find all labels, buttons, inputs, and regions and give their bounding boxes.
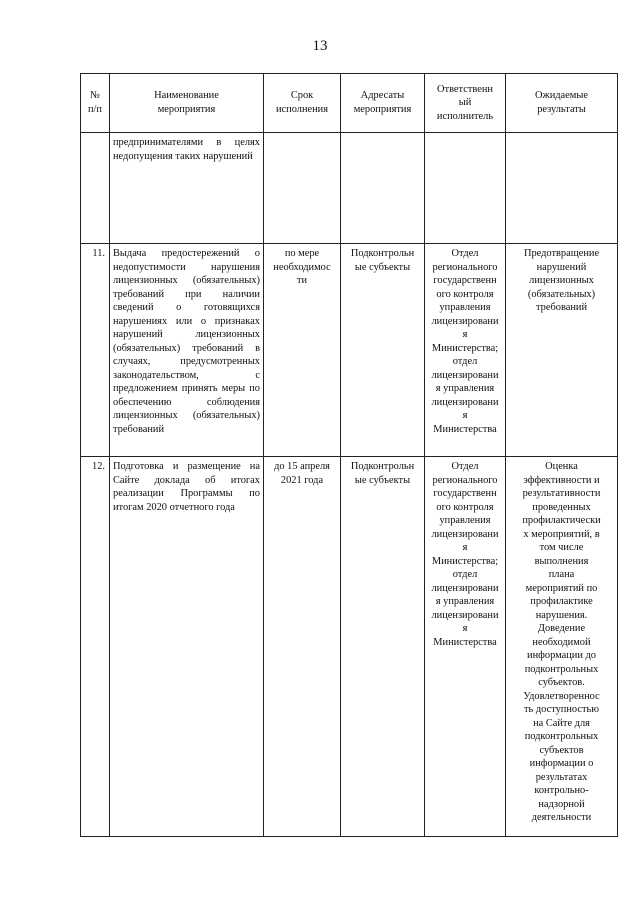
cell-text-line: я управления [435,383,495,395]
cell-text-line: управления [439,515,491,527]
cell-text-line: проведенных [532,501,591,513]
addressees-cell [341,244,425,457]
cell-text-line: ти [296,275,308,287]
header-cell [341,74,425,133]
cell-text-line: управления [439,302,491,314]
responsible-cell [425,244,506,457]
header-label-line: Ожидаемые [535,90,588,102]
row-number [81,133,110,244]
deadline-cell [264,133,341,244]
cell-text-line: субъектов. [538,677,585,689]
cell-text-line: Отдел [451,248,479,259]
addressees-cell [341,133,425,244]
cell-text-line: Министерства; [431,555,499,567]
cell-text-line: ого контроля [436,501,494,513]
header-cell [81,74,110,133]
cell-text-line: подконтрольных [524,731,599,743]
cell-text-line: регионального [432,474,498,486]
cell-text-line: плана [548,569,575,581]
cell-text-line: ые субъекты [354,474,411,486]
cell-text-line: лицензировани [431,396,499,408]
header-cell [425,74,506,133]
cell-text-line: контрольно- [534,785,589,797]
cell-text-line: отдел [452,569,478,581]
header-label-line: мероприятия [157,104,216,115]
cell-text-line: необходимой [532,636,591,648]
cell-text-line: профилактически [522,515,601,527]
cell-text-line: подконтрольных [524,663,599,675]
cell-text-line: Подконтрольн [350,248,415,259]
event-name: предпринимателями в целях недопущения таких нарушений [110,133,264,244]
header-label-line: Наименование [154,90,219,102]
cell-text-line: субъектов [539,744,584,756]
deadline-cell [264,244,341,457]
cell-text-line: Подконтрольн [350,461,415,472]
cell-text-line: отдел [452,356,478,368]
table-header-row [81,74,618,133]
cell-text-line: лицензировани [431,369,499,381]
cell-text-line: Доведение [537,623,586,635]
responsible-cell [425,457,506,837]
cell-text-line: мероприятий по [525,582,598,594]
event-name: Выдача предостережений о недопустимости нарушения лицензионных (обязательных) требований при наличии сведений о готовящихся нарушениях или о признаках нарушений лицензионных (обязательных) требований в случаях, предусмотренных законодательством, с предложением принять меры по обеспечению соблюдения лицензионных (обязательных) требований [110,244,264,457]
cell-text-line: до 15 апреля [274,461,330,472]
cell-text-line: требований [535,302,588,314]
cell-text-line: Отдел [451,461,479,472]
cell-text-line: необходимос [273,261,331,273]
cell-text-line: Министерства [433,636,497,648]
cell-text-line: лицензировани [431,528,499,540]
cell-text-line: результативности [522,488,601,500]
cell-text-line: я управления [435,596,495,608]
cell-text-line: деятельности [531,812,592,824]
header-label-line: ый [458,97,472,109]
page-number: 13 [312,38,328,54]
header-label-line: исполнитель [436,110,494,122]
cell-text-line: нарушений [536,261,587,273]
header-label-line: исполнения [275,104,329,115]
header-label-line: Срок [290,90,314,102]
cell-text-line: лицензировани [431,609,499,621]
cell-text-line: на Сайте для [533,717,590,729]
addressees-cell [341,457,425,837]
cell-text-line: я [462,623,468,635]
header-cell [110,74,264,133]
cell-text-line: (обязательных) [527,288,596,300]
cell-text-line: эффективности и [523,474,600,486]
cell-text-line: профилактике [530,596,593,608]
cell-text-line: лицензировани [431,315,499,327]
cell-text-line: ого контроля [436,288,494,300]
cell-text-line: лицензионных [529,275,594,287]
row-number: 11. [81,244,110,457]
deadline-cell [264,457,341,837]
results-cell [506,457,618,837]
cell-text-line: информации до [527,650,596,662]
cell-text-line: ые субъекты [354,261,411,273]
cell-text-line: Министерства; [431,342,499,354]
cell-text-line: я [462,410,468,422]
header-label-line: мероприятия [353,104,412,115]
header-label-line: п/п [87,104,102,115]
header-label-line: № [90,90,100,102]
header-label-line: Адресаты [360,90,405,102]
cell-text-line: х мероприятий, в [523,528,600,540]
results-cell [506,244,618,457]
responsible-cell [425,133,506,244]
cell-text-line: государственн [433,488,497,500]
header-cell [264,74,341,133]
cell-text-line: я [462,542,468,554]
cell-text-line: я [462,329,468,341]
table-row [81,244,618,457]
header-cell [506,74,618,133]
events-table [80,73,618,837]
table-row [81,133,618,244]
results-cell [506,133,618,244]
cell-text-line: Предотвращение [523,248,600,259]
cell-text-line: результатах [535,771,588,783]
cell-text-line: ть доступностью [523,704,600,716]
cell-text-line: надзорной [538,798,585,810]
cell-text-line: Министерства [433,423,497,435]
cell-text-line: Оценка [545,461,578,472]
cell-text-line: информации о [529,758,594,770]
cell-text-line: Удовлетвореннос [523,690,600,702]
cell-text-line: том числе [539,542,584,554]
header-label-line: результаты [537,104,586,115]
cell-text-line: государственн [433,275,497,287]
table-row [81,457,618,837]
cell-text-line: по мере [284,248,320,259]
cell-text-line: регионального [432,261,498,273]
event-name: Подготовка и размещение на Сайте доклада об итогах реализации Программы по итогам 2020 отчетного года [110,457,264,837]
cell-text-line: лицензировани [431,582,499,594]
row-number: 12. [81,457,110,837]
cell-text-line: выполнения [534,555,589,567]
cell-text-line: нарушения. [535,609,588,621]
cell-text-line: 2021 года [280,474,324,486]
header-label-line: Ответственн [437,83,493,95]
